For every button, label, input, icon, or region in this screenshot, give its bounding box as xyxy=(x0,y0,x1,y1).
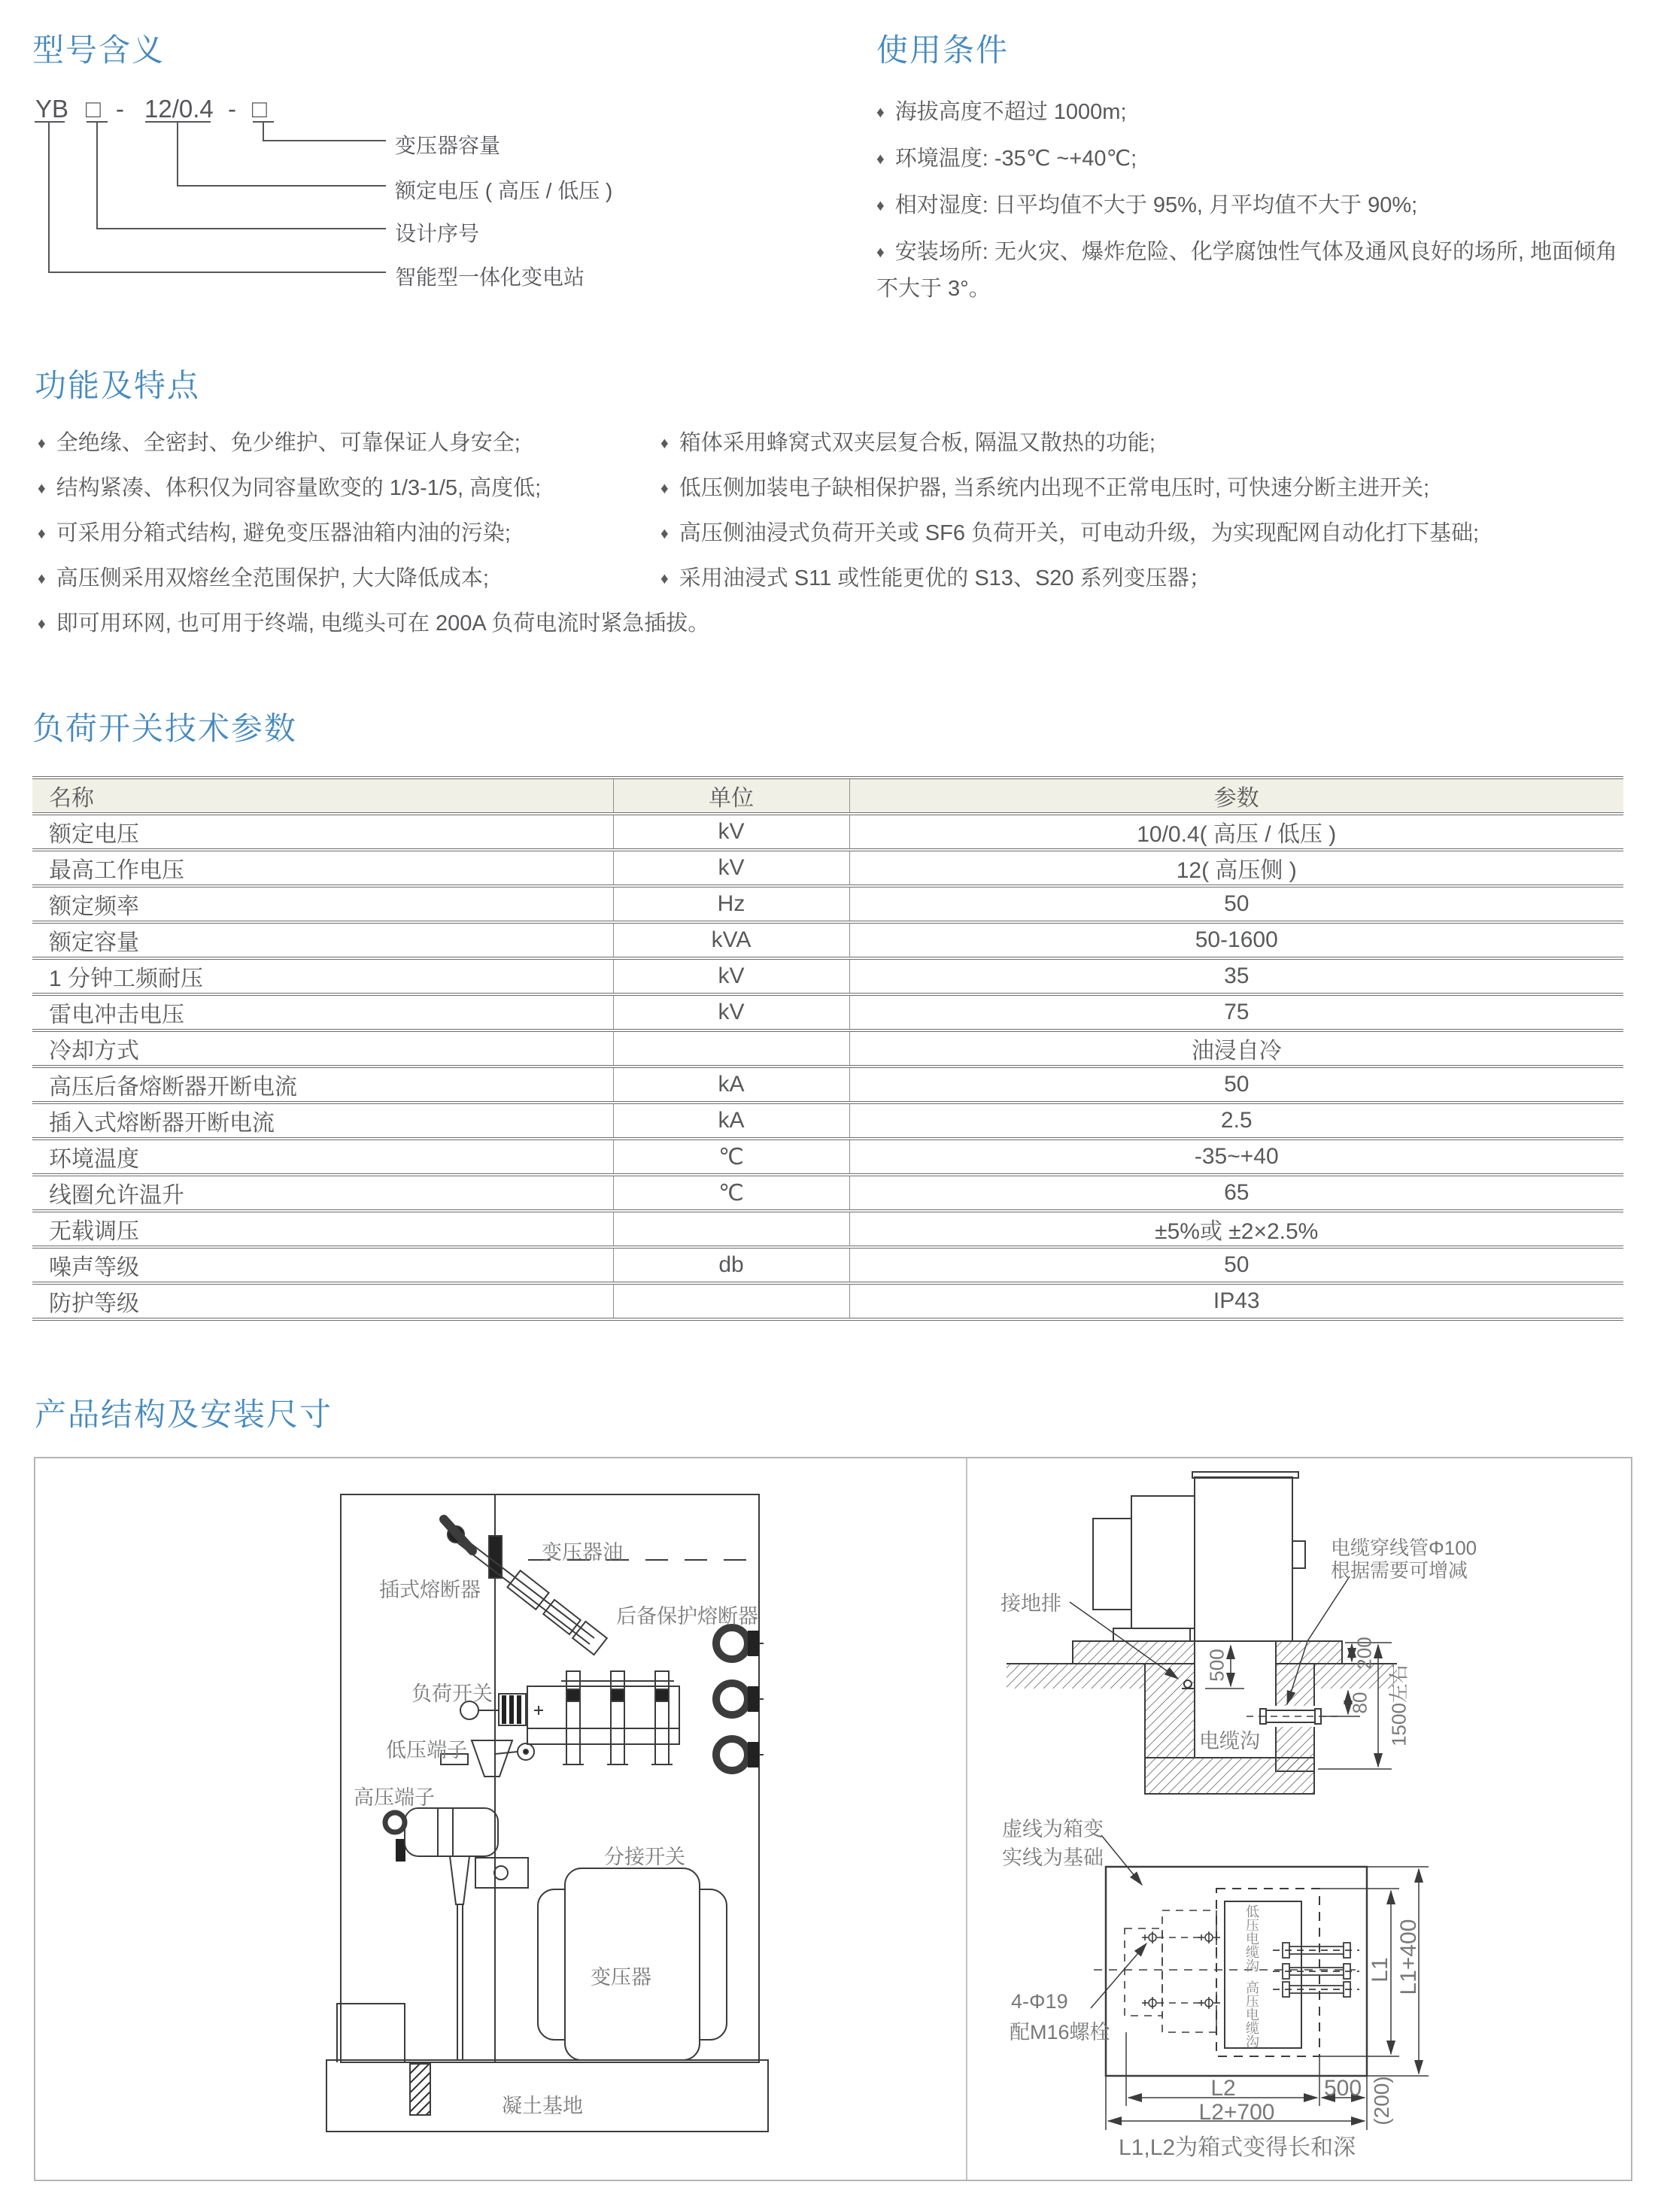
plan-caption: L1,L2为箱式变得长和深 xyxy=(1119,2135,1356,2160)
table-cell: -35~+40 xyxy=(1194,1144,1279,1169)
label-hv-terminal: 高压端子 xyxy=(354,1786,435,1809)
table-cell: 防护等级 xyxy=(49,1291,139,1316)
table-cell: 环境温度 xyxy=(49,1147,139,1172)
dim-80: 80 xyxy=(1348,1692,1371,1714)
table-cell: 10/0.4( 高压 / 低压 ) xyxy=(1137,822,1337,847)
structure-section-title: 产品结构及安装尺寸 xyxy=(35,1397,333,1432)
model-code-voltage: 12/0.4 xyxy=(144,95,214,123)
side-view-drawing xyxy=(979,1468,1476,1799)
model-code-box2: □ xyxy=(252,95,267,123)
dim-200-paren: (200) xyxy=(1370,2076,1393,2126)
dim-l2: L2 xyxy=(1210,2076,1236,2101)
bullet-diamond-icon: ♦ xyxy=(876,150,885,168)
condition-item xyxy=(876,235,1636,306)
drawings-divider xyxy=(966,1458,967,2180)
features-section-title: 功能及特点 xyxy=(35,368,201,403)
label-ground-bar: 接地排 xyxy=(1001,1592,1061,1615)
condition-item xyxy=(876,95,1127,132)
condition-item xyxy=(876,188,1417,225)
feature-item xyxy=(660,426,1155,463)
model-label-station: 智能型一体化变电站 xyxy=(395,266,585,289)
bullet-diamond-icon: ♦ xyxy=(876,104,885,121)
bullet-diamond-icon: ♦ xyxy=(660,570,669,587)
label-concrete-base: 凝土基地 xyxy=(502,2095,583,2117)
table-cell: 50-1600 xyxy=(1195,927,1278,952)
model-code-prefix: YB xyxy=(35,95,69,123)
table-cell: kA xyxy=(613,1103,849,1139)
table-row xyxy=(32,958,1623,994)
bullet-diamond-icon: ♦ xyxy=(660,480,669,497)
load-switch-parameters-table xyxy=(32,776,1623,1321)
table-cell: kV xyxy=(613,850,849,886)
condition-text: 安装场所: 无火灾、爆炸危险、化学腐蚀性气体及通风良好的场所, 地面倾角不大于 3°。 xyxy=(876,240,1617,301)
bullet-diamond-icon: ♦ xyxy=(660,525,669,542)
label-tap-switch: 分接开关 xyxy=(604,1846,685,1868)
table-cell: kV xyxy=(613,958,849,994)
table-cell: Hz xyxy=(613,886,849,922)
bullet-diamond-icon: ♦ xyxy=(38,435,46,452)
table-row xyxy=(32,1175,1623,1211)
table-cell: kVA xyxy=(613,922,849,958)
table-cell: kV xyxy=(613,994,849,1030)
table-cell: 插入式熔断器开断电流 xyxy=(49,1111,275,1136)
bullet-diamond-icon: ♦ xyxy=(38,480,46,497)
table-cell: 油浸自冷 xyxy=(1191,1039,1282,1064)
table-row xyxy=(32,1247,1623,1283)
note-bolt-holes: 4-Φ19 xyxy=(1011,1990,1068,2013)
table-cell: db xyxy=(613,1247,849,1283)
table-cell: 1 分钟工频耐压 xyxy=(49,966,204,991)
label-plug-fuse: 插式熔断器 xyxy=(379,1579,481,1601)
drawings-container xyxy=(34,1457,1632,2181)
label-hv-cable-trench: 高压电缆沟 xyxy=(1244,1980,1259,2048)
table-cell: 75 xyxy=(1224,1000,1250,1024)
feature-text: 可采用分箱式结构, 避免变压器油箱内油的污染; xyxy=(56,521,511,545)
bullet-diamond-icon: ♦ xyxy=(38,615,46,633)
table-cell: 50 xyxy=(1224,1072,1250,1097)
table-cell: kA xyxy=(613,1067,849,1103)
column-header: 参数 xyxy=(1213,786,1259,811)
label-transformer-oil: 变压器油 xyxy=(542,1541,623,1564)
model-label-capacity: 变压器容量 xyxy=(395,134,501,157)
dim-depth-1500: 1500左右 xyxy=(1387,1664,1410,1746)
table-row xyxy=(32,1030,1623,1067)
dim-l1: L1 xyxy=(1368,1957,1392,1983)
bullet-diamond-icon: ♦ xyxy=(38,570,46,587)
dim-500-plan: 500 xyxy=(1323,2076,1362,2101)
bullet-diamond-icon: ♦ xyxy=(876,244,885,261)
condition-item xyxy=(876,141,1137,178)
dim-l1-400: L1+400 xyxy=(1396,1919,1421,1995)
condition-text: 相对湿度: 日平均值不大于 95%, 月平均值不大于 90%; xyxy=(894,193,1418,217)
feature-item xyxy=(660,561,1211,598)
table-header-row xyxy=(32,778,1623,814)
table-cell: ±5%或 ±2×2.5% xyxy=(1155,1219,1319,1244)
model-code-dash2: - xyxy=(228,95,236,123)
table-cell xyxy=(613,1283,849,1319)
table-cell: ℃ xyxy=(613,1175,849,1211)
model-label-voltage: 额定电压 ( 高压 / 低压 ) xyxy=(395,179,613,202)
table-row xyxy=(32,850,1623,886)
label-cable-conduit-2: 根据需要可增减 xyxy=(1331,1559,1468,1582)
plan-view-drawing xyxy=(979,1807,1476,2160)
table-cell: 50 xyxy=(1224,891,1250,916)
table-row xyxy=(32,1283,1623,1319)
table-cell: kV xyxy=(613,814,849,850)
feature-item xyxy=(660,516,1479,553)
table-cell: 额定电压 xyxy=(49,822,139,847)
table-row xyxy=(32,886,1623,922)
feature-text: 箱体采用蜂窝式双夹层复合板, 隔温又散热的功能; xyxy=(679,431,1155,455)
model-label-design: 设计序号 xyxy=(395,222,480,245)
column-header: 单位 xyxy=(613,778,849,814)
feature-text: 全绝缘、全密封、免少维护、可靠保证人身安全; xyxy=(56,431,521,455)
sectional-view-drawing xyxy=(325,1468,776,2145)
table-cell: 额定频率 xyxy=(49,894,139,919)
feature-item xyxy=(38,426,521,463)
table-row xyxy=(32,994,1623,1030)
table-cell xyxy=(613,1030,849,1067)
table-cell: 无载调压 xyxy=(49,1219,139,1244)
model-designation-diagram xyxy=(23,84,782,310)
dim-l2-700: L2+700 xyxy=(1198,2100,1275,2125)
label-cable-trench: 电缆沟 xyxy=(1199,1730,1260,1752)
feature-text: 采用油浸式 S11 或性能更优的 S13、S20 系列变压器； xyxy=(679,566,1211,590)
dim-500: 500 xyxy=(1205,1649,1228,1682)
model-code-dash1: - xyxy=(116,95,124,123)
column-header: 名称 xyxy=(49,786,94,811)
feature-item xyxy=(38,561,489,598)
feature-item xyxy=(660,471,1429,508)
feature-text: 结构紧凑、体积仅为同容量欧变的 1/3-1/5, 高度低; xyxy=(56,476,542,500)
table-row xyxy=(32,922,1623,958)
table-cell: 雷电冲击电压 xyxy=(49,1003,184,1027)
bullet-diamond-icon: ♦ xyxy=(876,197,885,214)
note-bolt-spec: 配M16螺栓 xyxy=(1010,2021,1110,2044)
params-section-title: 负荷开关技术参数 xyxy=(32,711,298,746)
label-lv-cable-trench: 低压电缆沟 xyxy=(1244,1904,1259,1972)
table-cell: 65 xyxy=(1224,1180,1250,1205)
table-cell: 高压后备熔断器开断电流 xyxy=(49,1075,297,1100)
feature-text: 高压侧采用双熔丝全范围保护, 大大降低成本; xyxy=(56,566,489,590)
label-transformer: 变压器 xyxy=(591,1966,651,1989)
condition-text: 环境温度: -35℃ ~+40℃; xyxy=(894,147,1137,171)
table-row xyxy=(32,1067,1623,1103)
table-row xyxy=(32,1211,1623,1247)
model-code-box1: □ xyxy=(86,95,101,123)
conditions-section-title: 使用条件 xyxy=(876,32,1010,68)
table-cell: 线圈允许温升 xyxy=(49,1183,184,1208)
table-cell: 35 xyxy=(1224,963,1250,988)
feature-text: 高压侧油浸式负荷开关或 SF6 负荷开关，可电动升级，为实现配网自动化打下基础; xyxy=(679,521,1480,545)
feature-item xyxy=(38,516,511,553)
label-cable-conduit-1: 电缆穿线管Φ100 xyxy=(1331,1537,1477,1559)
table-row xyxy=(32,1139,1623,1175)
table-row xyxy=(32,814,1623,850)
label-load-switch: 负荷开关 xyxy=(411,1683,493,1705)
table-row xyxy=(32,1103,1623,1139)
feature-item xyxy=(38,606,709,643)
bullet-diamond-icon: ♦ xyxy=(660,435,669,452)
condition-text: 海拔高度不超过 1000m; xyxy=(894,100,1127,124)
table-cell: 最高工作电压 xyxy=(49,858,184,883)
label-backup-fuse: 后备保护熔断器 xyxy=(616,1605,758,1628)
feature-text: 即可用环网, 也可用于终端, 电缆头可在 200A 负荷电流时紧急插拔。 xyxy=(56,611,710,636)
table-cell xyxy=(613,1211,849,1247)
table-cell: 12( 高压侧 ) xyxy=(1176,858,1297,883)
bullet-diamond-icon: ♦ xyxy=(38,525,46,542)
dim-200: 200 xyxy=(1353,1637,1376,1670)
note-dashed-box: 虚线为箱变 xyxy=(1002,1818,1104,1840)
table-cell: 额定容量 xyxy=(49,930,139,955)
feature-item xyxy=(38,471,541,508)
table-cell: 冷却方式 xyxy=(49,1039,139,1064)
table-cell: 噪声等级 xyxy=(49,1255,139,1280)
note-solid-base: 实线为基础 xyxy=(1002,1846,1104,1869)
label-lv-terminal: 低压端子 xyxy=(386,1739,467,1761)
table-cell: IP43 xyxy=(1213,1288,1260,1313)
table-cell: ℃ xyxy=(613,1139,849,1175)
table-cell: 50 xyxy=(1224,1252,1250,1277)
model-section-title: 型号含义 xyxy=(32,32,165,68)
feature-text: 低压侧加装电子缺相保护器, 当系统内出现不正常电压时, 可快速分断主进开关; xyxy=(679,476,1430,500)
table-cell: 2.5 xyxy=(1220,1108,1253,1133)
